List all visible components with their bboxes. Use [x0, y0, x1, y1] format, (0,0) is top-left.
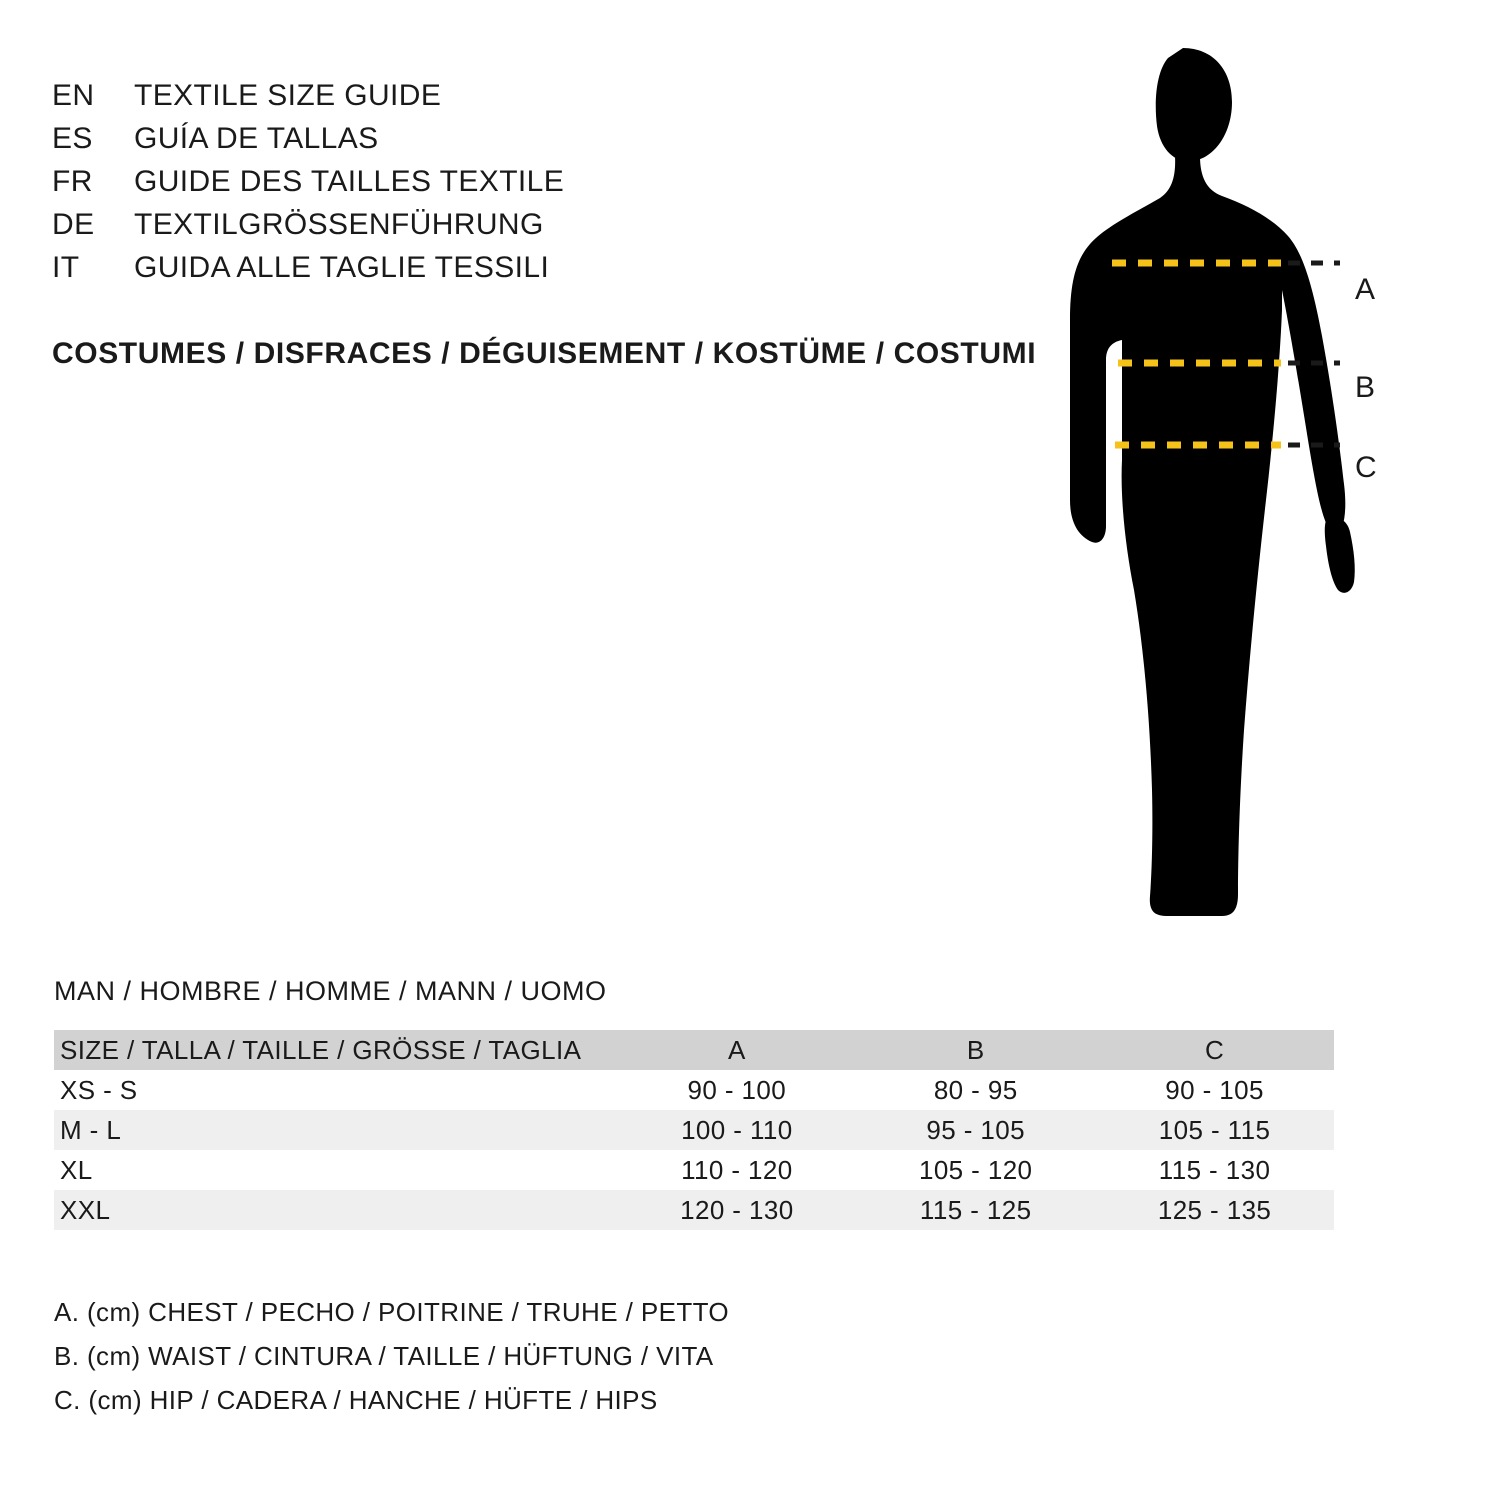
column-header-c: C — [1204, 1034, 1225, 1065]
language-title: TEXTILE SIZE GUIDE — [134, 79, 442, 112]
table-row — [54, 1150, 1334, 1190]
cell-a: 120 - 130 — [680, 1194, 794, 1225]
cell-c: 90 - 105 — [1165, 1074, 1264, 1105]
language-list — [52, 74, 1012, 289]
table-row — [54, 1070, 1334, 1110]
figure-diagram — [1000, 30, 1440, 930]
cell-a: 90 - 100 — [687, 1074, 787, 1105]
category-line: COSTUMES / DISFRACES / DÉGUISEMENT / KOSTÜME / COSTUMI — [52, 337, 1037, 370]
table-row — [54, 1190, 1334, 1230]
cell-b: 115 - 125 — [919, 1194, 1032, 1225]
table-group-heading: MAN / HOMBRE / HOMME / MANN / UOMO — [54, 976, 607, 1006]
cell-b: 80 - 95 — [933, 1074, 1018, 1105]
cell-b: 95 - 105 — [926, 1114, 1025, 1145]
legend-row-a: A. (cm) CHEST / PECHO / POITRINE / TRUHE / PETTO — [54, 1297, 730, 1327]
cell-size: XL — [60, 1154, 93, 1185]
marker-label-c: C — [1355, 451, 1378, 484]
language-title: TEXTILGRÖSSENFÜHRUNG — [134, 208, 544, 241]
cell-c: 115 - 130 — [1158, 1154, 1271, 1185]
language-row — [52, 117, 1012, 160]
language-title: GUIDA ALLE TAGLIE TESSILI — [134, 251, 550, 284]
language-row — [52, 203, 1012, 246]
language-title: GUÍA DE TALLAS — [134, 122, 379, 155]
language-code: DE — [52, 208, 95, 241]
language-row — [52, 160, 1012, 203]
table-head — [54, 1030, 1334, 1070]
body-silhouette-shape — [1070, 48, 1355, 916]
cell-c: 105 - 115 — [1158, 1114, 1271, 1145]
cell-size: XXL — [60, 1194, 111, 1225]
marker-label-a: A — [1355, 273, 1376, 306]
language-code: FR — [52, 165, 93, 198]
column-header-b: B — [966, 1034, 985, 1065]
table-body — [54, 1070, 1334, 1230]
cell-a: 100 - 110 — [681, 1114, 793, 1145]
language-row — [52, 74, 1012, 117]
cell-a: 110 - 120 — [681, 1154, 793, 1185]
cell-size: XS - S — [60, 1074, 138, 1105]
table-row — [54, 1110, 1334, 1150]
cell-size: M - L — [60, 1114, 122, 1145]
size-table — [54, 1030, 1334, 1230]
language-title: GUIDE DES TAILLES TEXTILE — [134, 165, 565, 198]
cell-b: 105 - 120 — [918, 1154, 1033, 1185]
language-code: ES — [52, 122, 93, 155]
column-header-a: A — [727, 1034, 746, 1065]
legend-row-c: C. (cm) HIP / CADERA / HANCHE / HÜFTE / HIPS — [54, 1385, 658, 1415]
legend-row-b: B. (cm) WAIST / CINTURA / TAILLE / HÜFTUNG / VITA — [54, 1341, 714, 1371]
measurement-legend — [54, 1290, 729, 1422]
language-code: EN — [52, 79, 95, 112]
cell-c: 125 - 135 — [1157, 1194, 1272, 1225]
column-header-size: SIZE / TALLA / TAILLE / GRÖSSE / TAGLIA — [60, 1034, 582, 1065]
table-header-row — [54, 1030, 1334, 1070]
language-row — [52, 246, 1012, 289]
language-code: IT — [52, 251, 80, 284]
marker-label-b: B — [1355, 371, 1376, 404]
